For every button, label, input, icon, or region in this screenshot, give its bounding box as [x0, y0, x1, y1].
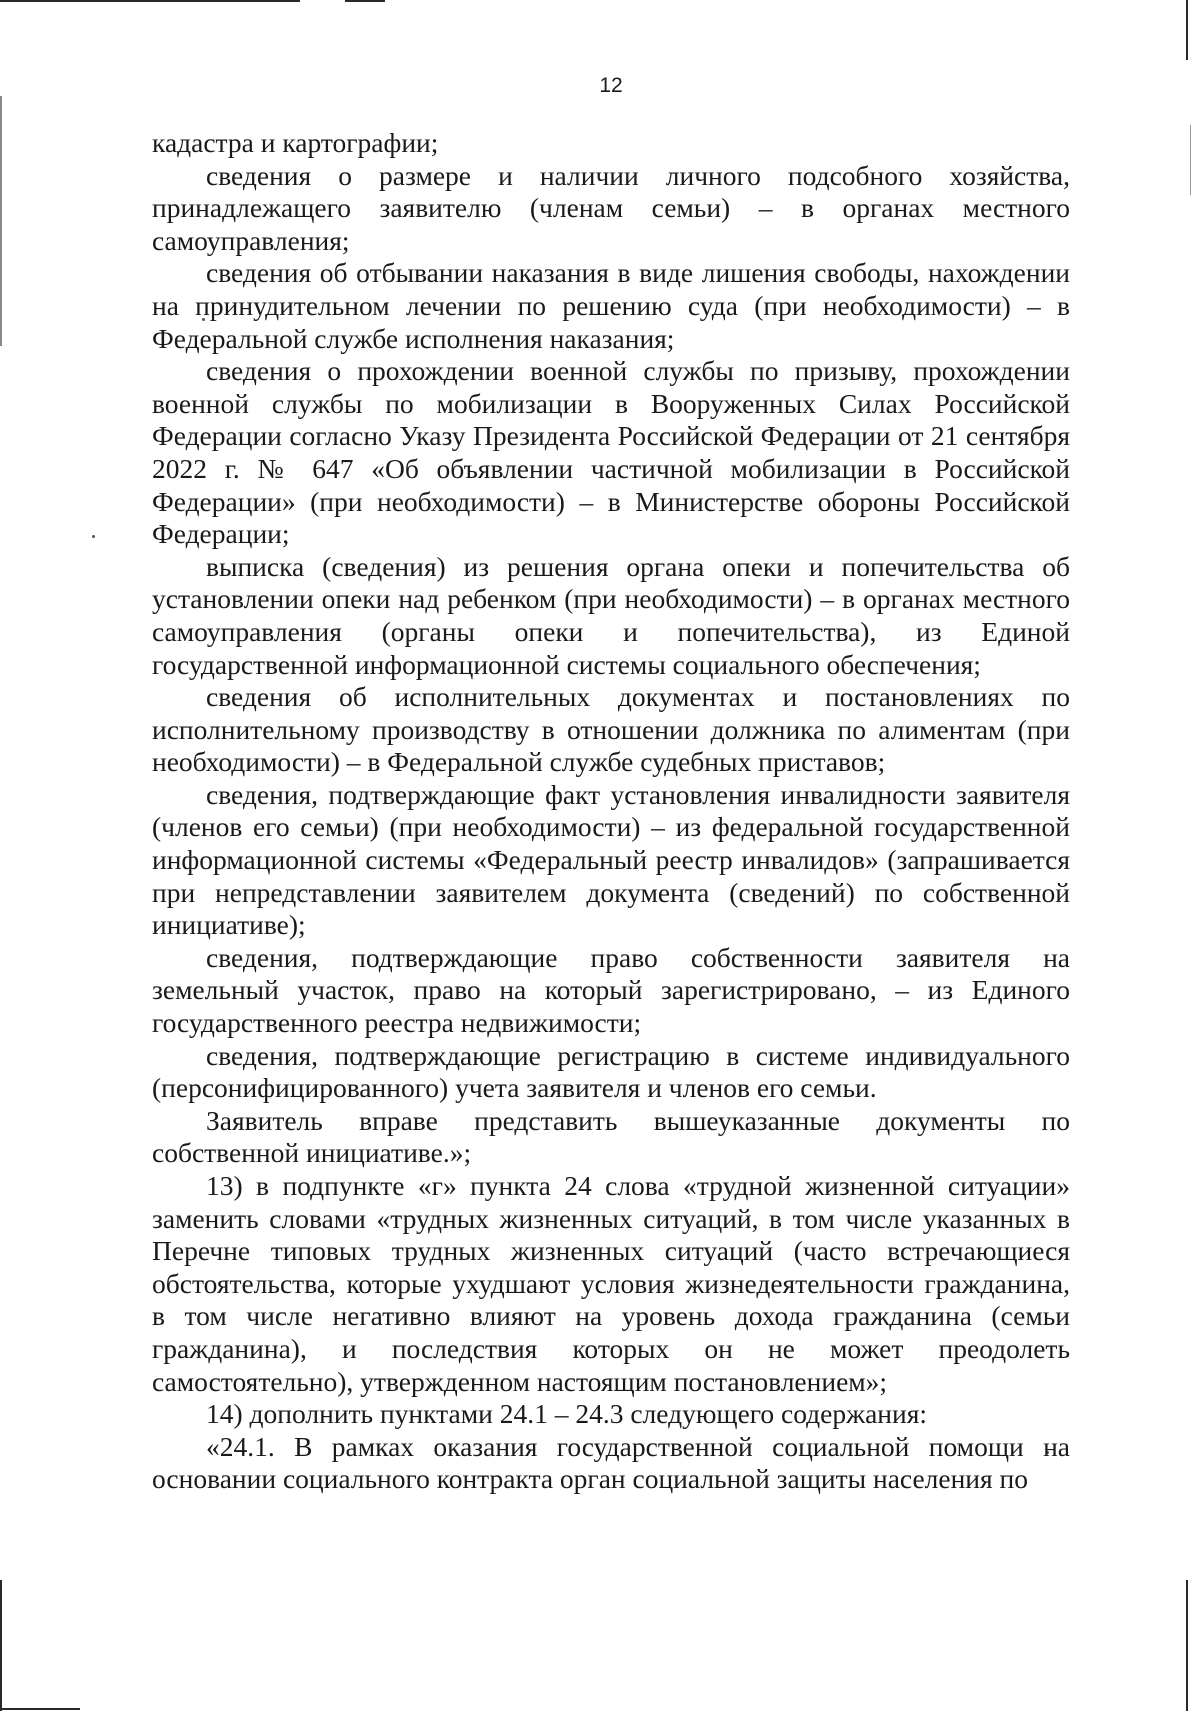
paragraph: сведения о размере и наличии личного подсобного хозяйства, принадлежащего заявителю (членам семьи) – в органах местного самоуправления; [152, 159, 1070, 256]
paragraph: сведения, подтверждающие регистрацию в системе индивидуального (персонифицированного) учета заявителя и членов его семьи. [152, 1039, 1070, 1104]
scan-speck [92, 535, 95, 538]
scan-edge-right-line-1 [1186, 0, 1188, 60]
paragraph: 14) дополнить пунктами 24.1 – 24.3 следующего содержания: [206, 1398, 928, 1430]
paragraph: выписка (сведения) из решения органа опеки и попечительства об установлении опеки над ребенком (при необходимости) – в органах местного самоуправления (органы опеки и попечительства), из Единой государственной информационной системы социального обеспечения; [152, 550, 1070, 680]
paragraph: «24.1. В рамках оказания государственной социальной помощи на основании социального контракта орган социальной защиты населения по [152, 1430, 1070, 1495]
scan-edge-left-line [0, 96, 2, 346]
paragraph: сведения, подтверждающие факт установления инвалидности заявителя (членов его семьи) (при необходимости) – из федеральной государственной информационной системы «Федеральный реестр инвалидов» (запрашивается при непредставлении заявителем документа (сведений) по собственной инициативе); [152, 778, 1070, 941]
paragraph: сведения о прохождении военной службы по призыву, прохождении военной службы по мобилизации в Вооруженных Силах Российской Федерации согласно Указу Президента Российской Федерации от 21 сентября 2022 г. № 647 «Об объявлении частичной мобилизации в Российской Федерации» (при необходимости) – в Министерстве обороны Российской Федерации; [152, 355, 1070, 550]
document-body [152, 127, 1070, 1496]
scan-edge-right-line-3 [1186, 1580, 1188, 1711]
scan-edge-right-line-2 [1190, 125, 1191, 195]
page-number: 12 [599, 74, 623, 97]
paragraph: кадастра и картографии; [152, 127, 439, 158]
scan-edge-top-line-1 [0, 0, 300, 2]
scan-edge-top-line-2 [345, 0, 385, 2]
paragraph: 13) в подпункте «г» пункта 24 слова «трудной жизненной ситуации» заменить словами «трудных жизненных ситуаций, в том числе указанных в Перечне типовых трудных жизненных ситуаций (часто встречающиеся обстоятельства, которые ухудшают условия жизнедеятельности гражданина, в том числе негативно влияют на уровень дохода гражданина (семьи гражданина), и последствия которых он не может преодолеть самостоятельно), утвержденном настоящим постановлением»; [152, 1170, 1070, 1397]
paragraph: Заявитель вправе представить вышеуказанные документы по собственной инициативе.»; [152, 1104, 1070, 1169]
scan-edge-bottom-left-line [0, 1580, 2, 1711]
scan-edge-bottom-line [0, 1708, 80, 1710]
paragraph: сведения об отбывании наказания в виде лишения свободы, нахождении на принудительном лечении по решению суда (при необходимости) – в Федеральной службе исполнения наказания; [152, 257, 1070, 354]
paragraph: сведения об исполнительных документах и постановлениях по исполнительному производству в отношении должника по алиментам (при необходимости) – в Федеральной службе судебных приставов; [152, 681, 1070, 778]
paragraph: сведения, подтверждающие право собственности заявителя на земельный участок, право на который зарегистрировано, – из Единого государственного реестра недвижимости; [152, 941, 1070, 1039]
